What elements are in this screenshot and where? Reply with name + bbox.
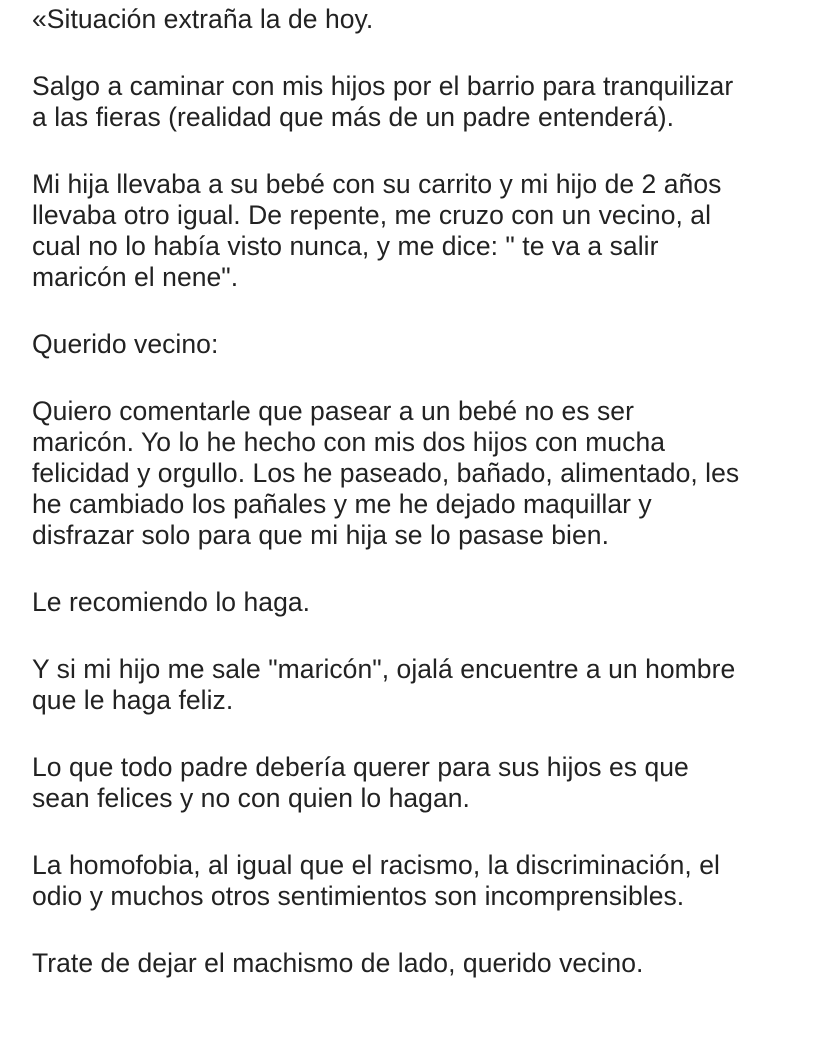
paragraph-recommendation bbox=[32, 587, 822, 618]
paragraph-wish bbox=[32, 654, 822, 716]
text-line: Le recomiendo lo haga. bbox=[32, 587, 311, 617]
note-body bbox=[32, 4, 822, 1015]
text-line: Querido vecino: bbox=[32, 329, 219, 359]
text-line: Mi hija llevaba a su bebé con su carrito y mi hijo de 2 años bbox=[32, 169, 722, 199]
text-line: disfrazar solo para que mi hija se lo pasase bien. bbox=[32, 520, 609, 550]
paragraph-walk bbox=[32, 71, 822, 133]
text-line: he cambiado los pañales y me he dejado maquillar y bbox=[32, 489, 652, 519]
text-line: Lo que todo padre debería querer para sus hijos es que bbox=[32, 752, 689, 782]
text-line: odio y muchos otros sentimientos son incomprensibles. bbox=[32, 881, 685, 911]
text-line: Quiero comentarle que pasear a un bebé no es ser bbox=[32, 396, 634, 426]
text-line: a las fieras (realidad que más de un padre entenderá). bbox=[32, 102, 675, 132]
paragraph-homophobia bbox=[32, 850, 822, 912]
text-line: Trate de dejar el machismo de lado, querido vecino. bbox=[32, 948, 644, 978]
text-line: Y si mi hijo me sale "maricón", ojalá encuentre a un hombre bbox=[32, 654, 736, 684]
text-line: felicidad y orgullo. Los he paseado, bañado, alimentado, les bbox=[32, 458, 740, 488]
text-line: «Situación extraña la de hoy. bbox=[32, 4, 374, 34]
text-line: que le haga feliz. bbox=[32, 685, 234, 715]
paragraph-closing bbox=[32, 948, 822, 979]
text-line: maricón. Yo lo he hecho con mis dos hijos con mucha bbox=[32, 427, 666, 457]
text-line: maricón el nene". bbox=[32, 262, 239, 292]
text-line: Salgo a caminar con mis hijos por el barrio para tranquilizar bbox=[32, 71, 734, 101]
text-line: llevaba otro igual. De repente, me cruzo con un vecino, al bbox=[32, 200, 712, 230]
text-line: sean felices y no con quien lo hagan. bbox=[32, 783, 470, 813]
paragraph-encounter bbox=[32, 169, 822, 293]
paragraph-salutation bbox=[32, 329, 822, 360]
paragraph-comment bbox=[32, 396, 822, 551]
paragraph-parents bbox=[32, 752, 822, 814]
paragraph-opening bbox=[32, 4, 822, 35]
text-line: La homofobia, al igual que el racismo, la discriminación, el bbox=[32, 850, 720, 880]
text-line: cual no lo había visto nunca, y me dice: " te va a salir bbox=[32, 231, 659, 261]
